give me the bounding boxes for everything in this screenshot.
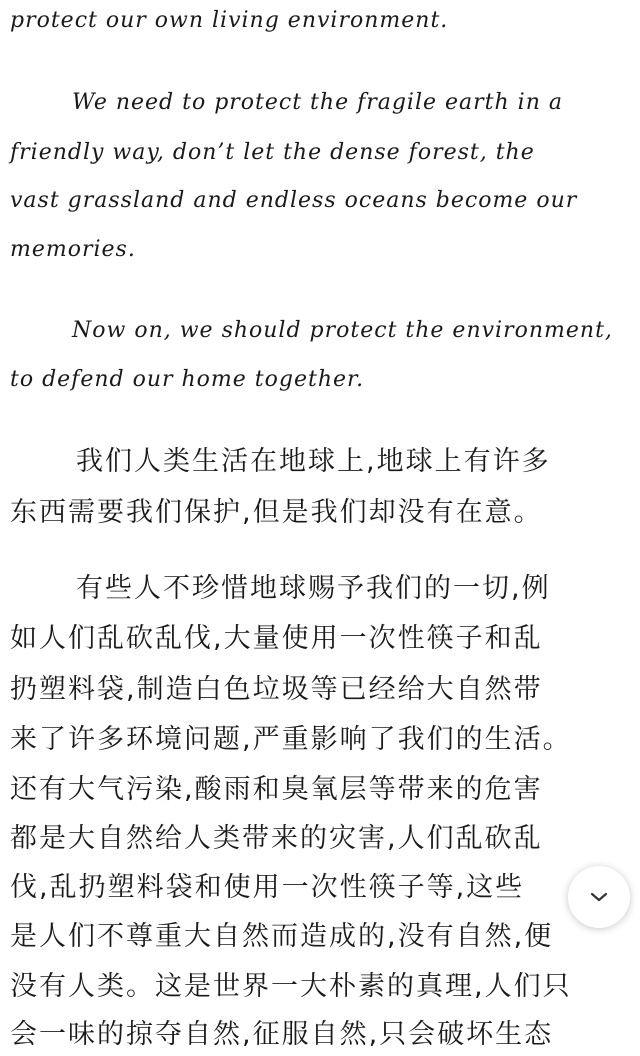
chinese-paragraph-2-line-9: 没有人类。这是世界一大朴素的真理,人们只: [10, 971, 572, 1002]
chinese-paragraph-1-line-2: 东西需要我们保护,但是我们却没有在意。: [10, 497, 543, 528]
english-paragraph-2-line-1: We need to protect the fragile earth in a: [72, 90, 563, 115]
english-paragraph-1-line-1: protect our own living environment.: [10, 8, 449, 33]
english-paragraph-3-line-1: Now on, we should protect the environment,: [72, 318, 613, 343]
chinese-paragraph-2-line-1: 有些人不珍惜地球赐予我们的一切,例: [76, 573, 551, 604]
chinese-paragraph-2-line-6: 都是大自然给人类带来的灾害,人们乱砍乱: [10, 823, 543, 854]
chinese-paragraph-2-line-3: 扔塑料袋,制造白色垃圾等已经给大自然带: [10, 674, 543, 705]
chinese-paragraph-2-line-2: 如人们乱砍乱伐,大量使用一次性筷子和乱: [10, 623, 543, 654]
chinese-paragraph-2-line-8: 是人们不尊重大自然而造成的,没有自然,便: [10, 921, 554, 952]
english-paragraph-3-line-2: to defend our home together.: [10, 367, 365, 392]
chinese-paragraph-2-line-7: 伐,乱扔塑料袋和使用一次性筷子等,这些: [10, 872, 525, 903]
english-paragraph-2-line-2: friendly way, don’t let the dense forest, the: [10, 140, 535, 165]
scroll-down-button[interactable]: [568, 866, 630, 928]
chinese-paragraph-1-line-1: 我们人类生活在地球上,地球上有许多: [76, 446, 551, 477]
chinese-paragraph-2-line-5: 还有大气污染,酸雨和臭氧层等带来的危害: [10, 774, 543, 805]
english-paragraph-2-line-4: memories.: [10, 237, 136, 262]
english-paragraph-2-line-3: vast grassland and endless oceans become our: [10, 188, 578, 213]
chinese-paragraph-2-line-4: 来了许多环境问题,严重影响了我们的生活。: [10, 724, 572, 755]
chevron-down-icon: [589, 891, 609, 903]
chinese-paragraph-2-line-10: 会一味的掠夺自然,征服自然,只会破坏生态: [10, 1019, 554, 1050]
